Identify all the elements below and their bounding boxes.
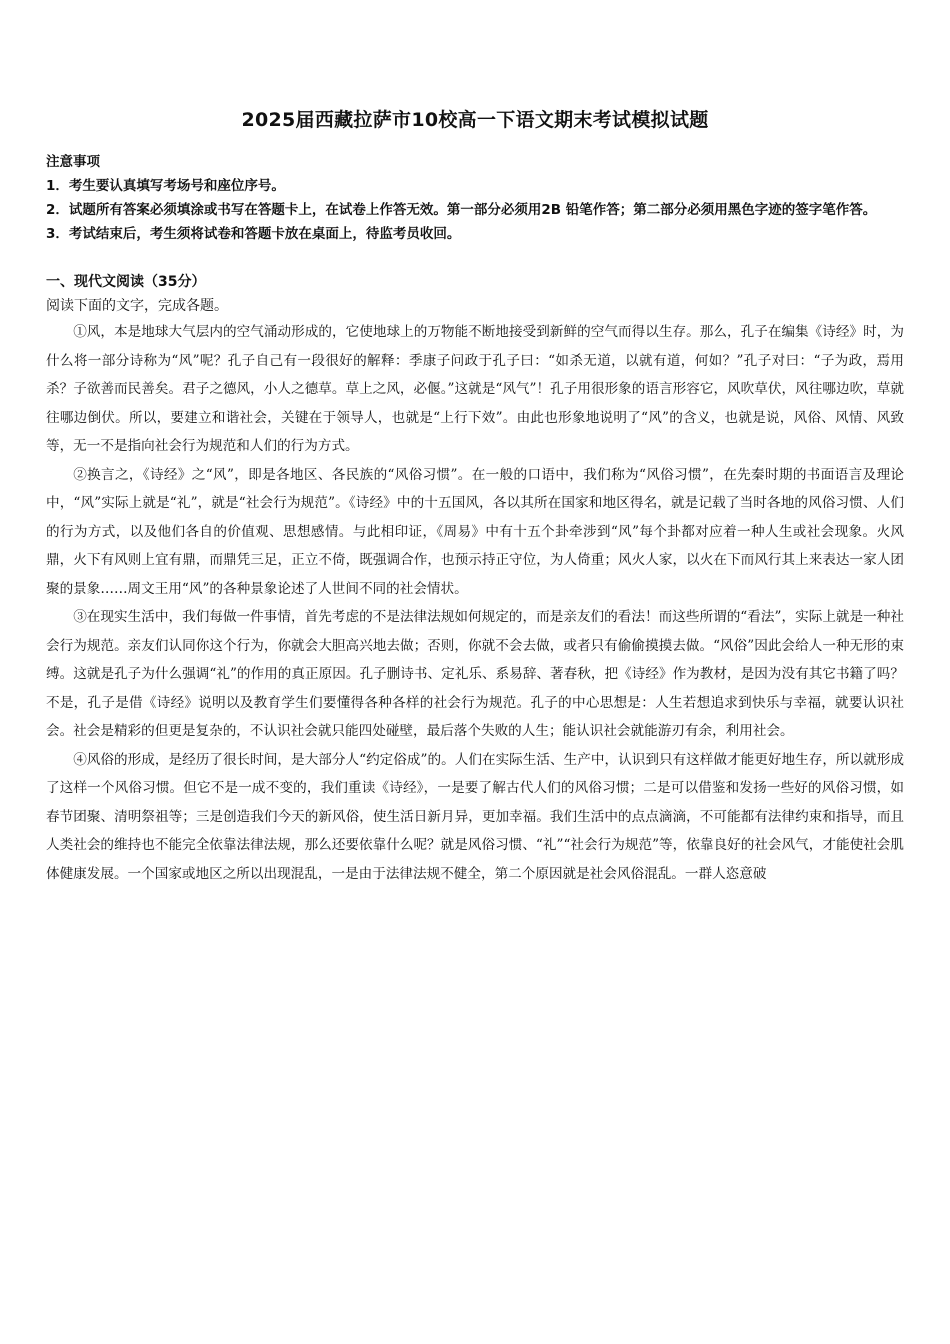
notice-item-3: 3．考试结束后，考生须将试卷和答题卡放在桌面上，待监考员收回。 [46,226,461,242]
section-heading: 一、现代文阅读（35分） [46,274,206,290]
passage-paragraph-4: ④风俗的形成，是经历了很长时间，是大部分人“约定俗成”的。人们在实际生活、生产中，认识到只有这样做才能更好地生存，所以就形成了这样一个风俗习惯。但它不是一成不变的，我们重读《诗经》，一是要了解古代人们的风俗习惯；二是可以借鉴和发扬一些好的风俗习惯，如春节团聚、清明祭祖等；三是创造我们今天的新风俗，使生活日新月异，更加幸福。我们生活中的点点滴滴，不可能都有法律约束和指导，而且人类社会的维持也不能完全依靠法律法规，那么还要依靠什么呢？就是风俗习惯、“礼”“社会行为规范”等，依靠良好的社会风气，才能使社会肌体健康发展。一个国家或地区之所以出现混乱，一是由于法律法规不健全，第二个原因就是社会风俗混乱。一群人恣意破 [46,751,904,882]
exam-title: 2025届西藏拉萨市10校高一下语文期末考试模拟试题 [241,109,709,131]
exam-page [46,108,904,888]
passage-paragraph-3: ③在现实生活中，我们每做一件事情，首先考虑的不是法律法规如何规定的，而是亲友们的看法！而这些所谓的“看法”，实际上就是一种社会行为规范。亲友们认同你这个行为，你就会大胆高兴地去做；否则，你就不会去做，或者只有偷偷摸摸去做。“风俗”因此会给人一种无形的束缚。这就是孔子为什么强调“礼”的作用的真正原因。孔子删诗书、定礼乐、系易辞、著春秋，把《诗经》作为教材，是因为没有其它书籍了吗？不是，孔子是借《诗经》说明以及教育学生们要懂得各种各样的社会行为规范。孔子的中心思想是：人生若想追求到快乐与幸福，就要认识社会。社会是精彩的但更是复杂的，不认识社会就只能四处碰壁，最后落个失败的人生；能认识社会就能游刃有余，利用社会。 [46,609,904,739]
passage-paragraph-2: ②换言之，《诗经》之“风”，即是各地区、各民族的“风俗习惯”。在一般的口语中，我们称为“风俗习惯”，在先秦时期的书面语言及理论中，“风”实际上就是“礼”，就是“社会行为规范”。《诗经》中的十五国风，各以其所在国家和地区得名，就是记载了当时各地的风俗习惯、人们的行为方式，以及他们各自的价值观、思想感情。与此相印证，《周易》中有十五个卦牵涉到“风”每个卦都对应着一种人生或社会现象。火风鼎，火下有风则上宜有鼎，而鼎凭三足，正立不倚，既强调合作，也预示持正守位，为人倚重；风火人家，以火在下而风行其上来表达一家人团聚的景象……周文王用“风”的各种景象论述了人世间不同的社会情状。 [46,466,904,597]
reading-passage [46,318,904,888]
passage-paragraph-1: ①风，本是地球大气层内的空气涌动形成的，它使地球上的万物能不断地接受到新鲜的空气而得以生存。那么，孔子在编集《诗经》时，为什么将一部分诗称为“风”呢？孔子自己有一段很好的解释：季康子问政于孔子曰：“如杀无道，以就有道，何如？”孔子对曰：“子为政，焉用杀？子欲善而民善矣。君子之德风，小人之德草。草上之风，必偃。”这就是“风气”！孔子用很形象的语言形容它，风吹草伏，风往哪边吹，草就往哪边倒伏。所以，要建立和谐社会，关键在于领导人，也就是“上行下效”。由此也形象地说明了“风”的含义，也就是说，风俗、风情、风致等，无一不是指向社会行为规范和人们的行为方式。 [46,324,904,454]
notice-block [46,150,904,246]
notice-item-1: 1．考生要认真填写考场号和座位序号。 [46,178,285,194]
section-instruction: 阅读下面的文字，完成各题。 [46,298,228,314]
notice-item-2: 2．试题所有答案必须填涂或书写在答题卡上，在试卷上作答无效。第一部分必须用2B 铅笔作答；第二部分必须用黑色字迹的签字笔作答。 [46,202,877,218]
notice-heading: 注意事项 [46,154,100,170]
